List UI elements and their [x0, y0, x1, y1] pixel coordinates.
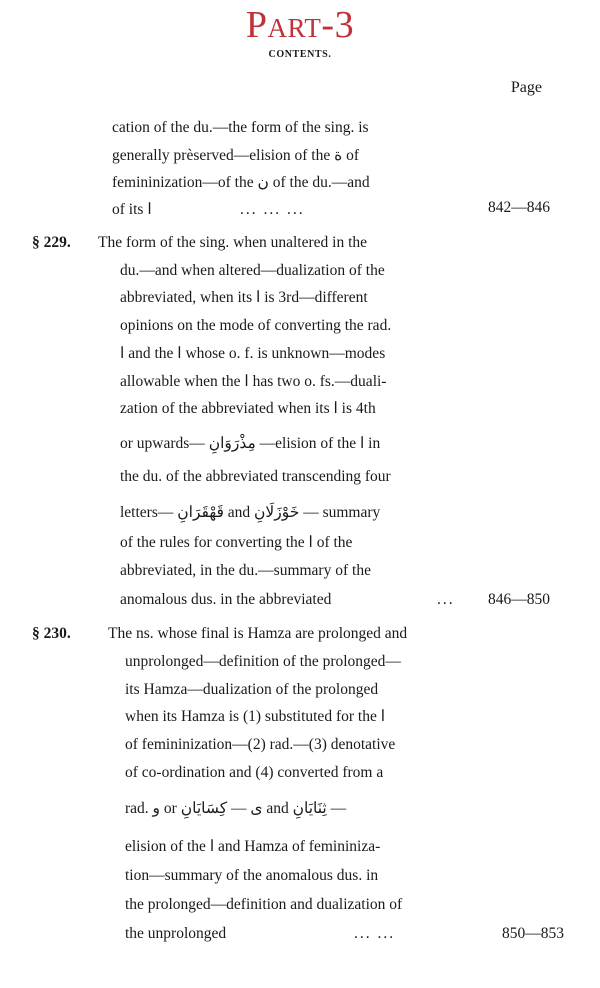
entry-line: unprolonged—definition of the prolonged— [125, 653, 401, 670]
entry-line: when its Hamza is (1) substituted for the ا [125, 708, 386, 725]
section-number: § 230. [32, 625, 71, 642]
leader-dots: ... ... ... [240, 201, 305, 218]
entry-line: elision of the ا and Hamza of femininiza- [125, 838, 381, 855]
entry-line: cation of the du.—the form of the sing. is [112, 119, 369, 136]
entry-line: rad. و or ى — كِسَايَانِ and ثِنَايَانِ — [125, 800, 347, 817]
entry-line: allowable when the ا has two o. fs.—duali- [120, 373, 387, 390]
entry-line: abbreviated, in the du.—summary of the [120, 562, 371, 579]
section-number: § 229. [32, 234, 71, 251]
page-range: 850—853 [502, 925, 564, 942]
part-title: Part-3 [245, 4, 355, 46]
entry-line: femininization—of the ن of the du.—and [112, 174, 370, 191]
entry-line: of its ا [112, 201, 152, 218]
entry-line: letters— قَهْقَرَانِ and خَوْزَلَانِ — summary [120, 504, 381, 521]
entry-line: of the rules for converting the ا of the [120, 534, 353, 551]
entry-line: The ns. whose final is Hamza are prolonged and [108, 625, 408, 642]
contents-heading: CONTENTS. [268, 49, 332, 60]
entry-line: anomalous dus. in the abbreviated [120, 591, 332, 608]
entry-line: tion—summary of the anomalous dus. in [125, 867, 379, 884]
page-range: 842—846 [488, 199, 550, 216]
entry-line: the prolonged—definition and dualization of [125, 896, 403, 913]
leader-dots: ... [437, 591, 455, 608]
entry-line: the unprolonged [125, 925, 227, 942]
entry-line: of femininization—(2) rad.—(3) denotative [125, 736, 396, 753]
entry-line: opinions on the mode of converting the rad. [120, 317, 392, 334]
page-range: 846—850 [488, 591, 550, 608]
entry-line: generally prèserved—elision of the ة of [112, 147, 360, 164]
entry-line: or upwards— مِذْرَوَانِ —elision of the ا in [120, 435, 381, 452]
entry-line: of co-ordination and (4) converted from a [125, 764, 384, 781]
entry-line: zation of the abbreviated when its ا is 4th [120, 400, 376, 417]
entry-line: The form of the sing. when unaltered in the [98, 234, 368, 251]
entry-line: ا and the ا whose o. f. is unknown—modes [120, 345, 386, 362]
entry-line: du.—and when altered—dualization of the [120, 262, 385, 279]
entry-line: abbreviated, when its ا is 3rd—different [120, 289, 368, 306]
entry-line: the du. of the abbreviated transcending four [120, 468, 391, 485]
leader-dots: ... ... [354, 925, 396, 942]
page-column-label: Page [510, 79, 542, 96]
entry-line: its Hamza—dualization of the prolonged [125, 681, 379, 698]
